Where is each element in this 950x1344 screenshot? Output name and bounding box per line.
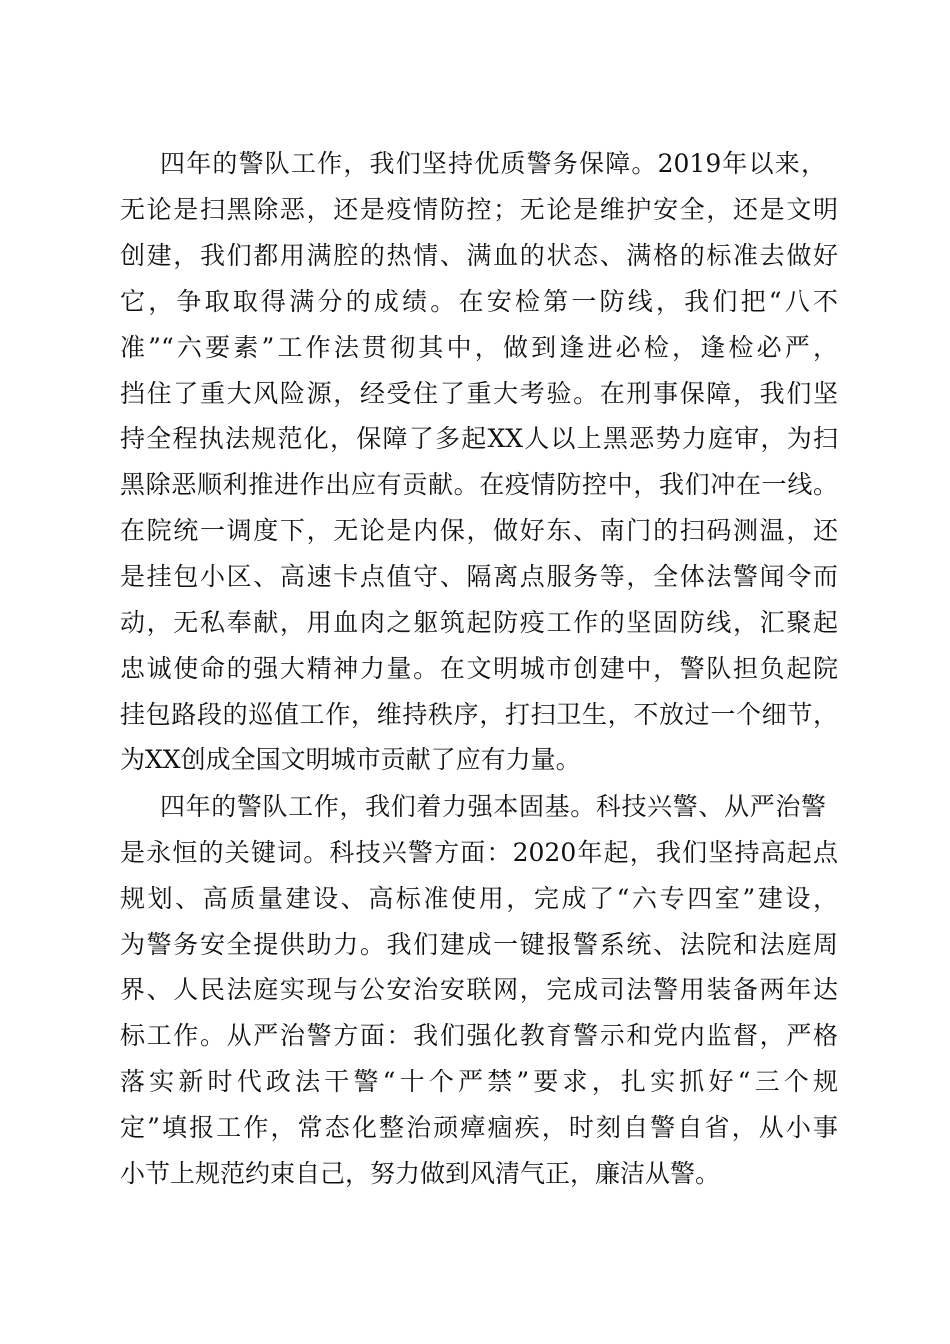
paragraph-1-line-7: 持全程执法规范化，保障了多起XX人以上黑恶势力庭审，为扫	[120, 424, 838, 453]
paragraph-1-line-1: 四年的警队工作，我们坚持优质警务保障。2019年以来，	[160, 149, 826, 178]
paragraph-1-line-14: 为XX创成全国文明城市贡献了应有力量。	[120, 745, 581, 774]
paragraph-1-line-9: 在院统一调度下，无论是内保，做好东、南门的扫码测温，还	[120, 516, 838, 545]
paragraph-2-line-2: 是永恒的关键词。科技兴警方面：2020年起，我们坚持高起点	[120, 838, 838, 867]
paragraph-2-line-7: 落实新时代政法干警“十个严禁”要求，扎实抓好“三个规	[120, 1067, 838, 1096]
paragraph-1-line-3: 创建，我们都用满腔的热情、满血的状态、满格的标准去做好	[120, 241, 838, 270]
paragraph-2-line-3: 规划、高质量建设、高标准使用，完成了“六专四室”建设，	[120, 884, 838, 913]
paragraph-1-line-5: 准”“六要素”工作法贯彻其中，做到逢进必检，逢检必严，	[120, 333, 838, 362]
paragraph-2-line-6: 标工作。从严治警方面：我们强化教育警示和党内监督，严格	[120, 1021, 838, 1050]
paragraph-1-line-6: 挡住了重大风险源，经受住了重大考验。在刑事保障，我们坚	[120, 379, 838, 408]
paragraph-1-line-12: 忠诚使命的强大精神力量。在文明城市创建中，警队担负起院	[120, 654, 838, 683]
paragraph-1-line-8: 黑除恶顺利推进作出应有贡献。在疫情防控中，我们冲在一线。	[120, 470, 838, 499]
paragraph-1-line-10: 是挂包小区、高速卡点值守、隔离点服务等，全体法警闻令而	[120, 562, 838, 591]
paragraph-2-line-5: 界、人民法庭实现与公安治安联网，完成司法警用装备两年达	[120, 975, 838, 1004]
paragraph-2-line-8: 定”填报工作，常态化整治顽瘴痼疾，时刻自警自省，从小事	[120, 1113, 838, 1142]
paragraph-1-line-11: 动，无私奉献，用血肉之躯筑起防疫工作的坚固防线，汇聚起	[120, 608, 838, 637]
paragraph-1-line-4: 它，争取取得满分的成绩。在安检第一防线，我们把“八不	[120, 287, 838, 316]
paragraph-2-line-9: 小节上规范约束自己，努力做到风清气正，廉洁从警。	[120, 1159, 721, 1188]
paragraph-1-line-2: 无论是扫黑除恶，还是疫情防控；无论是维护安全，还是文明	[120, 195, 838, 224]
paragraph-2-line-1: 四年的警队工作，我们着力强本固基。科技兴警、从严治警	[160, 792, 826, 821]
paragraph-1-line-13: 挂包路段的巡值工作，维持秩序，打扫卫生，不放过一个细节，	[120, 700, 838, 729]
paragraph-2-line-4: 为警务安全提供助力。我们建成一键报警系统、法院和法庭周	[120, 930, 838, 959]
